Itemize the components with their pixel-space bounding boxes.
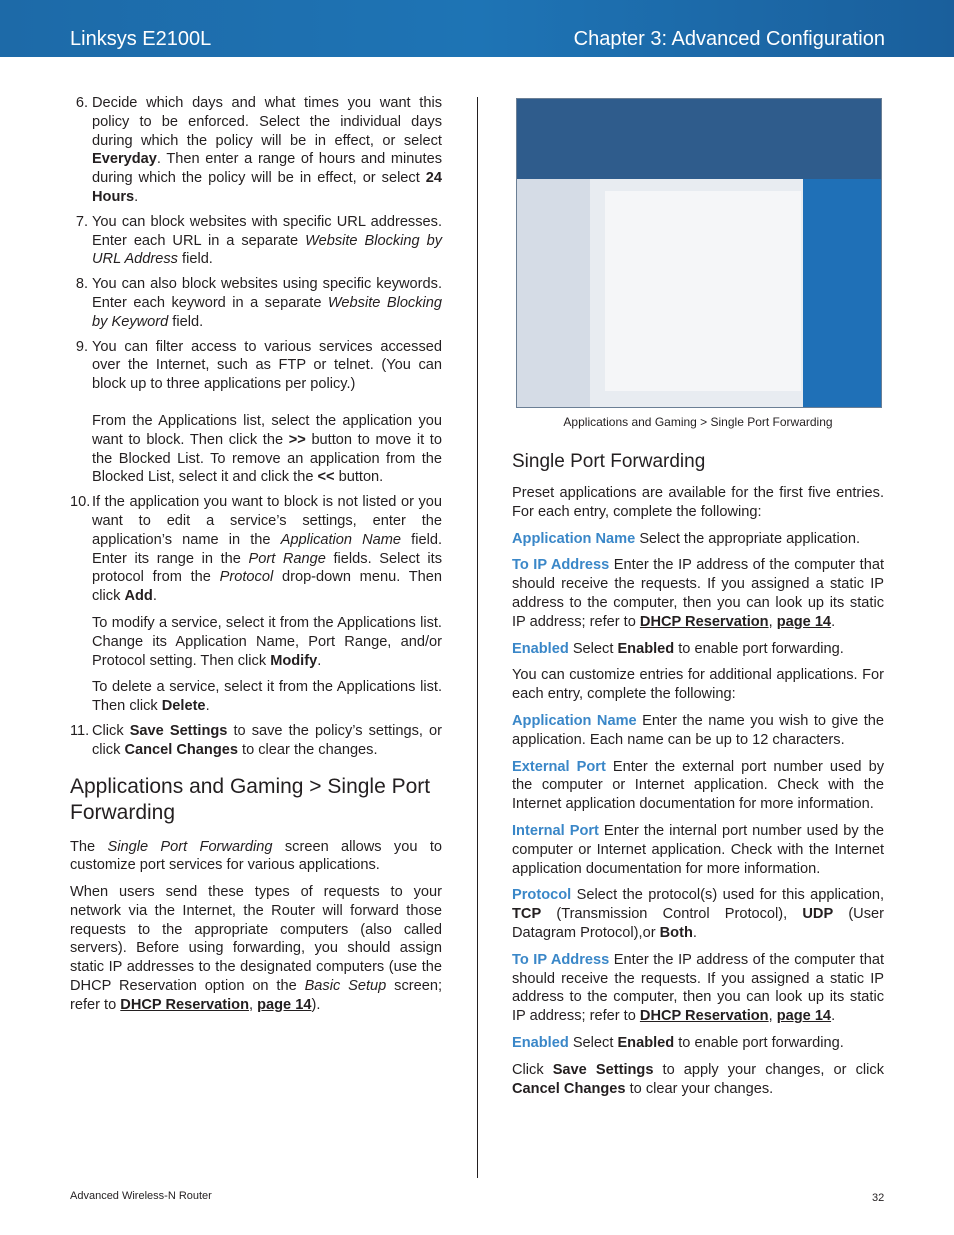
italic-text: Website Blocking by Keyword <box>92 294 442 330</box>
left-column <box>70 94 442 1023</box>
text-run: Preset applications are available for the first five entries. For each entry, complete the following: <box>512 485 884 520</box>
text-run: field. <box>168 313 204 330</box>
figure-caption: Applications and Gaming > Single Port Forwarding <box>563 415 833 429</box>
text-run: screen allows you to customize port services for various applications. <box>70 838 442 874</box>
body-paragraph <box>512 758 884 814</box>
text-run: button to move it to the Blocked List. To remove an application from the Blocked List, select it and click the <box>92 431 442 486</box>
list-number: 10. <box>70 494 91 511</box>
field-term: Application Name <box>512 530 636 547</box>
text-run: To delete a service, select it from the Applications list. Then click <box>92 679 442 715</box>
text-run: Click <box>512 1061 553 1078</box>
section-heading: Applications and Gaming > Single Port Forwarding <box>70 774 431 824</box>
body-paragraph <box>512 822 884 878</box>
step-list <box>70 94 442 760</box>
text-run: Select the appropriate application. <box>635 530 860 547</box>
list-text <box>92 722 442 760</box>
field-term: To IP Address <box>512 557 610 574</box>
body-paragraph <box>512 556 884 631</box>
list-item <box>70 213 442 269</box>
list-text <box>92 94 442 207</box>
body-paragraph <box>512 484 884 522</box>
subsection-body <box>512 484 884 1098</box>
list-text <box>92 493 442 606</box>
cross-reference-link[interactable]: page 14 <box>776 1008 832 1025</box>
bold-text: TCP <box>512 906 542 923</box>
page-number: 32 <box>872 1192 885 1204</box>
text-run: fields. Select its protocol from the <box>92 550 442 586</box>
body-paragraph <box>512 640 884 659</box>
cross-reference-link[interactable]: page 14 <box>257 996 312 1013</box>
text-run: field. <box>177 251 213 268</box>
text-run: ). <box>311 996 321 1013</box>
bold-text: 24 Hours <box>92 170 442 205</box>
text-run: Select <box>568 1034 618 1051</box>
chapter-title: Chapter 3: Advanced Configuration <box>573 28 885 50</box>
text-run: (User Datagram Protocol),or <box>512 906 884 941</box>
text-run: You can also block websites using specific keywords. Enter each keyword in a separate <box>92 276 442 311</box>
list-item <box>70 493 442 716</box>
text-run: . Then enter a range of hours and minutes during which the policy will be in effect, or select <box>92 151 442 187</box>
figure-header-band <box>517 99 881 179</box>
text-run: If the application you want to block is not listed or you want to edit a service’s settings, enter the application’s name in the <box>92 494 442 548</box>
cross-reference-link[interactable]: DHCP Reservation <box>639 1008 769 1025</box>
cross-reference-link[interactable]: DHCP Reservation <box>639 613 769 630</box>
list-subtext <box>92 678 442 716</box>
text-run: You can filter access to various services accessed over the Internet, such as FTP or telnet. (You can block up to three applications per policy.) <box>92 338 442 393</box>
bold-text: << <box>317 469 335 486</box>
text-run: Decide which days and what times you want this policy to be enforced. Select the individual days during which the policy will be in effect, or select <box>92 95 442 149</box>
list-text <box>92 213 442 269</box>
bold-text: Add <box>124 588 153 605</box>
list-text <box>92 338 442 394</box>
field-term: Protocol <box>512 887 572 904</box>
product-name: Linksys E2100L <box>70 28 212 50</box>
footer-product: Advanced Wireless-N Router <box>70 1190 212 1202</box>
italic-text: Single Port Forwarding <box>107 838 273 855</box>
text-run: You can block websites with specific URL addresses. Enter each URL in a separate <box>92 213 442 249</box>
list-item <box>70 275 442 331</box>
bold-text: Enabled <box>617 640 675 657</box>
italic-text: Application Name <box>280 531 402 548</box>
list-item <box>70 94 442 207</box>
text-run: to clear your changes. <box>625 1080 774 1097</box>
text-run: , <box>248 996 258 1013</box>
text-run: to save the policy’s settings, or click <box>92 722 442 758</box>
text-run: Click <box>92 722 130 739</box>
italic-text: Basic Setup <box>304 978 387 995</box>
field-term: To IP Address <box>512 951 610 968</box>
text-run: , <box>768 1008 777 1025</box>
text-run: Select the protocol(s) used for this application, <box>571 887 884 904</box>
text-run: Enter the internal port number used by the computer or Internet application. Check with the Internet application documentation for more information. <box>512 822 885 877</box>
text-run: Enter the external port number used by the computer or Internet application. Check with the Internet application documentation for more information. <box>512 758 884 813</box>
list-number: 11. <box>70 722 90 739</box>
text-run: . <box>152 588 157 605</box>
field-term: Enabled <box>512 1034 569 1051</box>
list-item <box>70 722 442 760</box>
body-paragraph <box>512 1061 884 1099</box>
text-run: Enter the name you wish to give the application. Each name can be up to 12 characters. <box>512 712 884 748</box>
bold-text: Save Settings <box>552 1061 654 1078</box>
body-paragraph <box>512 712 884 750</box>
field-term: External Port <box>512 758 606 775</box>
list-number: 8. <box>75 276 88 293</box>
figure-help-panel <box>803 179 881 407</box>
body-paragraph <box>512 951 884 1026</box>
text-run: . <box>831 1008 836 1025</box>
list-subtext <box>92 412 442 487</box>
page-header <box>0 0 954 57</box>
bold-text: Modify <box>270 652 318 669</box>
text-run: screen; refer to <box>70 978 443 1013</box>
text-run: The <box>70 838 108 855</box>
italic-text: Port Range <box>248 550 326 567</box>
text-run: to clear the changes. <box>237 741 378 758</box>
text-run: To modify a service, select it from the Applications list. Change its Application Name, Port Range, and/or Protocol setting. Then click <box>92 614 442 669</box>
list-number: 6. <box>75 95 88 111</box>
figure-table <box>605 191 801 391</box>
text-run: Select <box>568 640 618 657</box>
field-term: Enabled <box>512 640 569 657</box>
cross-reference-link[interactable]: DHCP Reservation <box>120 996 249 1013</box>
list-text <box>92 275 442 331</box>
bold-text: Both <box>659 924 693 941</box>
text-run: (Transmission Control Protocol), <box>541 906 803 923</box>
list-subtext <box>92 614 442 670</box>
text-run: From the Applications list, select the application you want to block. Then click the <box>92 412 442 448</box>
list-item <box>70 338 442 488</box>
text-run: Enter the IP address of the computer that should receive the requests. If you assigned a static IP address to the computer, then you can look up its static IP address; refer to <box>512 557 884 630</box>
cross-reference-link[interactable]: page 14 <box>776 613 832 630</box>
bold-text: Cancel Changes <box>512 1080 626 1097</box>
bold-text: Enabled <box>617 1034 675 1051</box>
text-run: Enter the IP address of the computer that should receive the requests. If you assigned a static IP address to the computer, then you can look up its static IP address; refer to <box>512 951 884 1025</box>
bold-text: >> <box>288 431 306 448</box>
body-paragraph <box>512 530 884 549</box>
bold-text: Delete <box>161 698 206 715</box>
column-divider <box>477 97 478 1178</box>
body-paragraph <box>70 883 442 1015</box>
text-run: When users send these types of requests to your network via the Internet, the Router will forward those requests to the appropriate computers (also called servers). Before using forwarding, you should assign static IP addresses to the designated computers (use the DHCP Reservation option on the <box>70 884 442 995</box>
bold-text: UDP <box>802 906 834 923</box>
list-number: 9. <box>75 338 88 355</box>
text-run: to enable port forwarding. <box>674 640 844 657</box>
figure-sidebar <box>517 179 590 407</box>
text-run: . <box>831 613 836 630</box>
text-run: to enable port forwarding. <box>674 1034 844 1051</box>
subsection-heading: Single Port Forwarding <box>512 451 706 472</box>
screenshot-figure <box>516 98 882 408</box>
body-paragraph <box>512 666 884 704</box>
text-run: drop-down menu. Then click <box>92 569 443 605</box>
bold-text: Cancel Changes <box>124 741 238 758</box>
text-run: . <box>317 652 322 669</box>
text-run: field. Enter its range in the <box>92 531 442 567</box>
list-number: 7. <box>75 213 88 230</box>
italic-text: Website Blocking by URL Address <box>92 232 443 268</box>
body-paragraph <box>512 1034 884 1053</box>
right-column <box>512 448 884 1106</box>
field-term: Application Name <box>512 712 637 729</box>
bold-text: Save Settings <box>129 722 228 739</box>
field-term: Internal Port <box>512 822 599 839</box>
section-body <box>70 838 442 1015</box>
text-run: to apply your changes, or click <box>653 1061 884 1078</box>
text-run: . <box>205 698 210 715</box>
text-run: . <box>692 924 697 941</box>
text-run: button. <box>334 469 384 486</box>
body-paragraph <box>512 886 884 942</box>
text-run: . <box>134 188 139 205</box>
body-paragraph <box>70 838 442 876</box>
italic-text: Protocol <box>219 569 274 586</box>
bold-text: Everyday <box>92 151 157 168</box>
text-run: , <box>768 613 777 630</box>
text-run: You can customize entries for additional applications. For each entry, complete the following: <box>512 667 884 703</box>
